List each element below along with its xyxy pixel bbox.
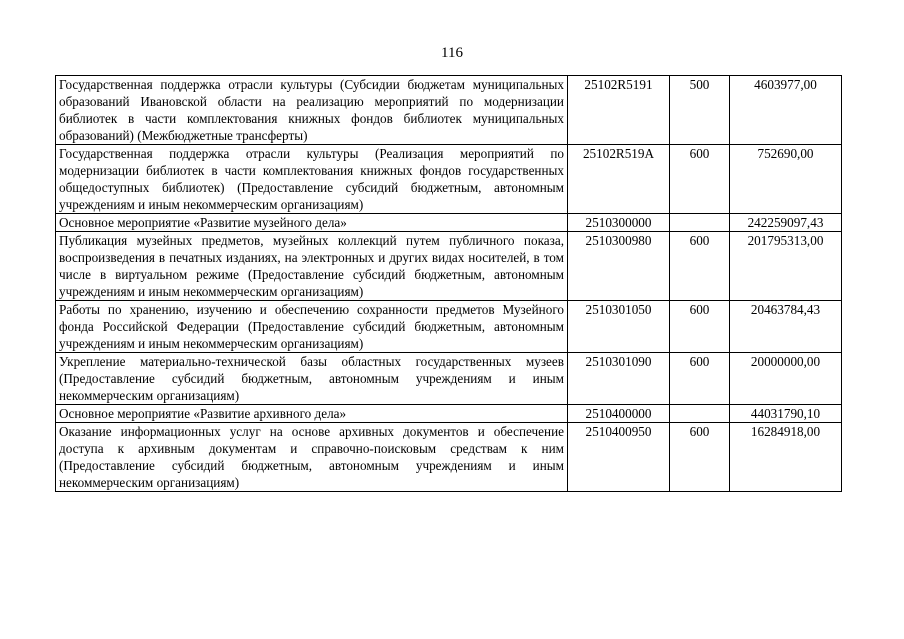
row-expense-type: 600 xyxy=(670,232,730,301)
row-target-code: 25102R519A xyxy=(568,145,670,214)
row-description: Государственная поддержка отрасли культуры (Реализация мероприятий по модернизации библиотек в части комплектования книжных фондов государственных общедоступных библиотек) (Предоставление субсидий бюджетным, автономным учреждениям и иным некоммерческим организациям) xyxy=(56,145,568,214)
row-description: Государственная поддержка отрасли культуры (Субсидии бюджетам муниципальных образований Ивановской области на реализацию мероприятий по модернизации библиотек в части комплектования книжных фондов библиотек муниципальных образований) (Межбюджетные трансферты) xyxy=(56,76,568,145)
row-target-code: 2510300000 xyxy=(568,214,670,232)
table-row xyxy=(56,353,842,405)
row-amount: 201795313,00 xyxy=(730,232,842,301)
row-amount: 242259097,43 xyxy=(730,214,842,232)
row-description: Основное мероприятие «Развитие архивного дела» xyxy=(56,405,568,423)
row-description: Публикация музейных предметов, музейных коллекций путем публичного показа, воспроизведения в печатных изданиях, на электронных и других видах носителей, в том числе в виртуальном режиме (Предоставление субсидий бюджетным, автономным учреждениям и иным некоммерческим организациям) xyxy=(56,232,568,301)
table-row xyxy=(56,145,842,214)
row-amount: 20463784,43 xyxy=(730,301,842,353)
row-amount: 20000000,00 xyxy=(730,353,842,405)
row-expense-type: 600 xyxy=(670,353,730,405)
row-amount: 44031790,10 xyxy=(730,405,842,423)
row-expense-type: 600 xyxy=(670,301,730,353)
row-amount: 752690,00 xyxy=(730,145,842,214)
table-row xyxy=(56,301,842,353)
row-expense-type: 500 xyxy=(670,76,730,145)
row-description: Работы по хранению, изучению и обеспечению сохранности предметов Музейного фонда Российской Федерации (Предоставление субсидий бюджетным, автономным учреждениям и иным некоммерческим организациям) xyxy=(56,301,568,353)
table-row xyxy=(56,214,842,232)
row-description: Оказание информационных услуг на основе архивных документов и обеспечение доступа к архивным документам и справочно-поисковым средствам к ним (Предоставление субсидий бюджетным, автономным учреждениям и иным некоммерческим организациям) xyxy=(56,423,568,492)
table-row xyxy=(56,405,842,423)
row-amount: 4603977,00 xyxy=(730,76,842,145)
row-target-code: 25102R5191 xyxy=(568,76,670,145)
row-target-code: 2510301050 xyxy=(568,301,670,353)
page-number: 116 xyxy=(441,45,463,61)
row-target-code: 2510400000 xyxy=(568,405,670,423)
row-expense-type: 600 xyxy=(670,423,730,492)
row-amount: 16284918,00 xyxy=(730,423,842,492)
row-target-code: 2510301090 xyxy=(568,353,670,405)
row-description: Укрепление материально-технической базы областных государственных музеев (Предоставление субсидий бюджетным, автономным учреждениям и иным некоммерческим организациям) xyxy=(56,353,568,405)
row-expense-type xyxy=(670,405,730,423)
table-row xyxy=(56,423,842,492)
table-row xyxy=(56,232,842,301)
row-description: Основное мероприятие «Развитие музейного дела» xyxy=(56,214,568,232)
budget-table xyxy=(55,75,842,492)
row-target-code: 2510300980 xyxy=(568,232,670,301)
table-row xyxy=(56,76,842,145)
row-expense-type xyxy=(670,214,730,232)
row-target-code: 2510400950 xyxy=(568,423,670,492)
row-expense-type: 600 xyxy=(670,145,730,214)
